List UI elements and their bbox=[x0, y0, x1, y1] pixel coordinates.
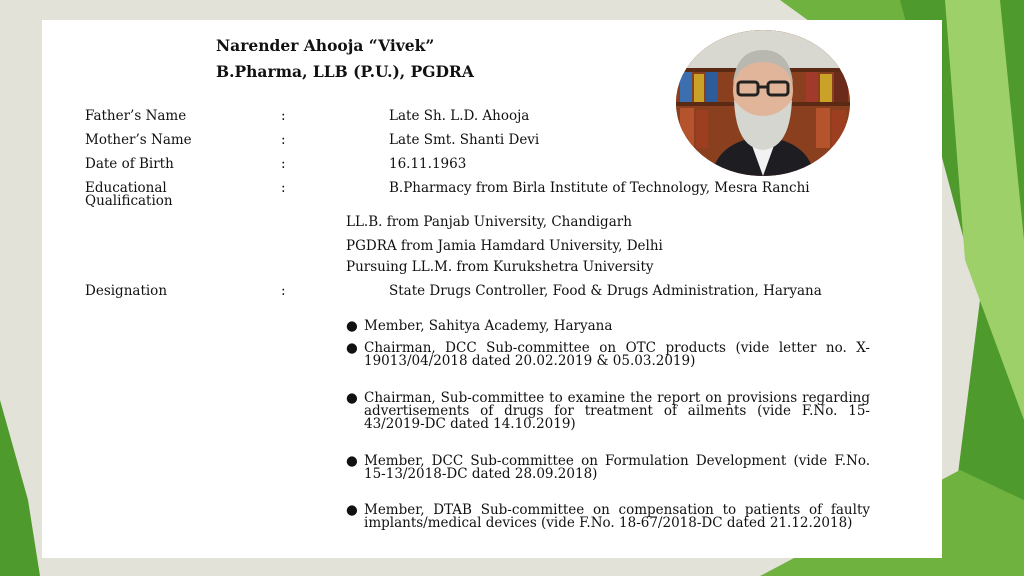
bullet-icon: ● bbox=[346, 390, 358, 406]
document-page bbox=[42, 20, 942, 558]
person-degrees: B.Pharma, LLB (P.U.), PGDRA bbox=[216, 62, 474, 81]
father-value: Late Sh. L.D. Ahooja bbox=[389, 108, 530, 124]
designation-value: State Drugs Controller, Food & Drugs Administration, Haryana bbox=[389, 283, 822, 299]
list-item-text: Chairman, DCC Sub-committee on OTC products (vide letter no. X-19013/04/2018 dated 20.02.2019 & 05.03.2019) bbox=[364, 340, 870, 369]
person-name: Narender Ahooja “Vivek” bbox=[216, 36, 435, 55]
education-item: PGDRA from Jamia Hamdard University, Delhi bbox=[346, 238, 663, 254]
profile-photo bbox=[676, 30, 850, 176]
colon: : bbox=[281, 132, 286, 148]
education-item: B.Pharmacy from Birla Institute of Technology, Mesra Ranchi bbox=[389, 180, 810, 196]
bullet-icon: ● bbox=[346, 340, 358, 356]
colon: : bbox=[281, 156, 286, 172]
dob-value: 16.11.1963 bbox=[389, 156, 467, 172]
bullet-icon: ● bbox=[346, 318, 358, 334]
designation-label: Designation bbox=[85, 283, 168, 299]
green-stripe-left bbox=[0, 400, 40, 576]
list-item-text: Member, DCC Sub-committee on Formulation Development (vide F.No. 15-13/2018-DC dated 28.09.2018) bbox=[364, 453, 870, 482]
colon: : bbox=[281, 283, 286, 299]
bullet-icon: ● bbox=[346, 453, 358, 469]
dob-label: Date of Birth bbox=[85, 156, 174, 172]
colon: : bbox=[281, 108, 286, 124]
education-item: LL.B. from Panjab University, Chandigarh bbox=[346, 214, 632, 230]
mother-value: Late Smt. Shanti Devi bbox=[389, 132, 540, 148]
father-label: Father’s Name bbox=[85, 108, 187, 124]
list-item-text: Member, Sahitya Academy, Haryana bbox=[364, 318, 613, 334]
portrait-image bbox=[676, 30, 850, 176]
mother-label: Mother’s Name bbox=[85, 132, 192, 148]
education-item: Pursuing LL.M. from Kurukshetra University bbox=[346, 259, 654, 275]
list-item-text: Chairman, Sub-committee to examine the report on provisions regarding advertisements of drugs for treatment of ailments (vide F.No. 15-43/2019-DC dated 14.10.2019) bbox=[364, 390, 870, 432]
education-label: Educational Qualification bbox=[85, 180, 173, 209]
bullet-icon: ● bbox=[346, 502, 358, 518]
list-item-text: Member, DTAB Sub-committee on compensation to patients of faulty implants/medical devices (vide F.No. 18-67/2018-DC dated 21.12.2018) bbox=[364, 502, 870, 531]
colon: : bbox=[281, 180, 286, 196]
